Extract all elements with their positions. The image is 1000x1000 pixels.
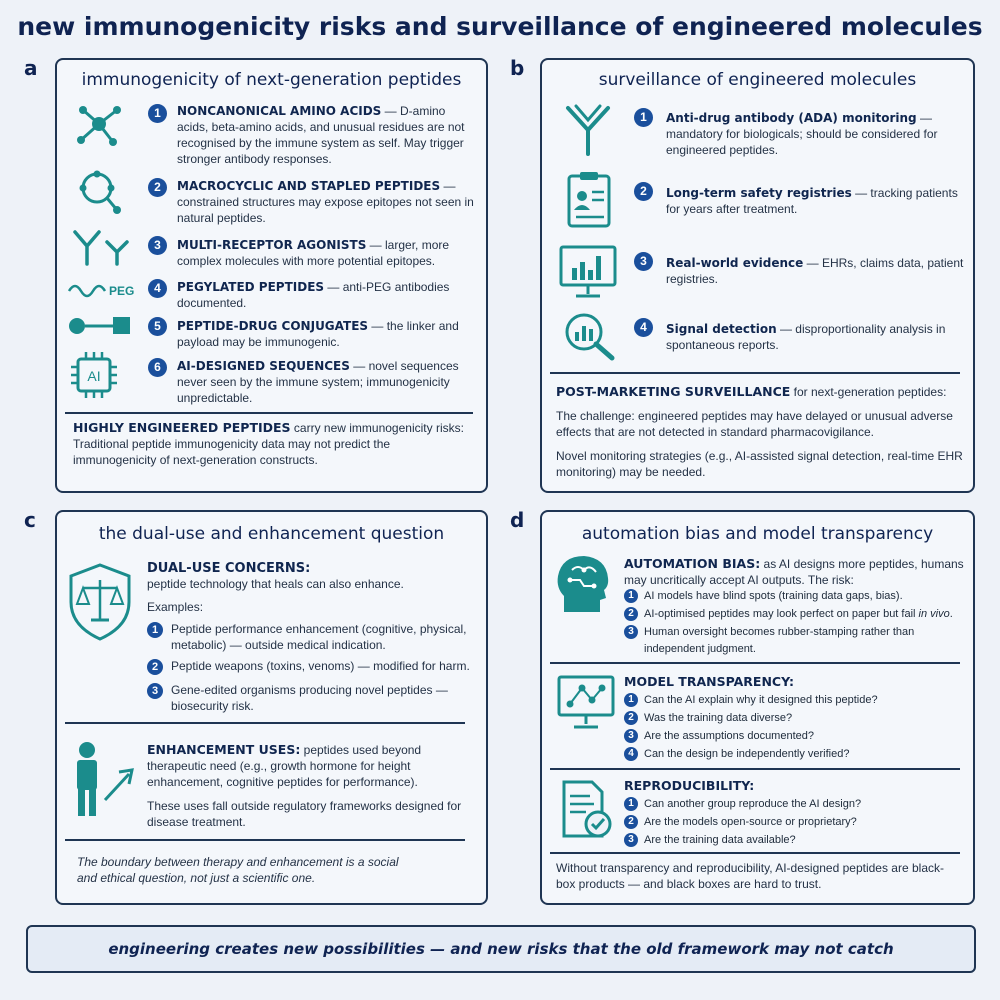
badge-c3: 3 [147,683,163,699]
example-2: Peptide weapons (toxins, venoms) — modified for harm. [171,659,470,673]
trans-item-2: 2 Was the training data diverse? [624,710,964,727]
example-3: Gene-edited organisms producing novel peptides — biosecurity risk. [171,683,448,713]
badge-b3: 3 [634,252,653,271]
person-arrow-icon [69,740,139,820]
svg-text:AI: AI [87,368,101,384]
shield-scales-icon [67,562,133,642]
divider [550,852,960,854]
registry-clipboard-icon [566,170,612,228]
panel-d-title: automation bias and model transparency [581,524,934,544]
automation-bias-text: AUTOMATION BIAS: as AI designs more peptides, humans may uncritically accept AI outputs. The risk: [624,556,964,587]
pms-heading: POST-MARKETING SURVEILLANCE for next-generation peptides: [556,384,947,399]
panel-d [540,510,975,905]
bias-item-3: 3 Human oversight becomes rubber-stamping rather than independent judgment. [624,624,949,658]
badge-a1: 1 [148,104,167,123]
item-a1-text: NONCANONICAL AMINO ACIDS — D-amino acids, beta-amino acids, and unusual residues are not recognised by the immune system as self. May trigger stronger antibody responses. [177,104,465,166]
trans-item-1: 1 Can the AI explain why it designed this peptide? [624,692,964,709]
dual-use-text: peptide technology that heals can also enhance. [147,577,404,591]
panel-b-title: surveillance of engineered molecules [598,70,917,90]
panel-a [55,58,488,493]
enhancement-note: These uses fall outside regulatory frameworks designed for disease treatment. [147,799,462,829]
bias-item-1: 1 AI models have blind spots (training data gaps, bias). [624,588,969,605]
conjugate-icon [67,314,133,338]
panel-b [540,58,975,493]
panel-d-closing: Without transparency and reproducibility, AI-designed peptides are black-box products — and black boxes are hard to trust. [556,861,944,891]
divider [65,412,473,414]
badge-b4: 4 [634,318,653,337]
divider [550,372,960,374]
divider [550,662,960,664]
badge-c1: 1 [147,622,163,638]
examples-label: Examples: [147,600,204,614]
panel-c [55,510,488,905]
item-a6-text: AI-DESIGNED SEQUENCES — novel sequences never seen by the immune system; immunogenicity unpredictable. [177,359,459,405]
badge-b1: 1 [634,108,653,127]
badge-c2: 2 [147,659,163,675]
panel-c-letter: c [24,508,36,532]
antibodies-icon [71,228,131,268]
dual-use-heading: DUAL-USE CONCERNS: [147,561,311,576]
ai-chip-icon [69,350,119,400]
monitor-chart-icon [558,244,618,300]
badge-a4: 4 [148,279,167,298]
trans-item-4: 4 Can the design be independently verified? [624,746,964,763]
page-title: new immunogenicity risks and surveillance of engineered molecules [17,12,983,41]
magnifier-chart-icon [562,310,618,362]
pms-novel: Novel monitoring strategies (e.g., AI-assisted signal detection, real-time EHR monitoring) may be needed. [556,449,963,479]
repro-item-2: 2 Are the models open-source or proprietary? [624,814,964,831]
badge-a5: 5 [148,317,167,336]
item-a5-text: PEPTIDE-DRUG CONJUGATES — the linker and payload may be immunogenic. [177,319,459,349]
pms-challenge: The challenge: engineered peptides may have delayed or unusual adverse effects that are not detected in standard pharmacovigilance. [556,409,953,439]
divider [550,768,960,770]
divider [65,722,465,724]
panel-c-title: the dual-use and enhancement question [98,524,445,544]
macrocycle-icon [73,168,125,216]
item-b3-text: Real-world evidence — EHRs, claims data, patient registries. [666,256,964,286]
badge-a3: 3 [148,236,167,255]
brain-head-icon [554,552,612,616]
item-a4-text: PEGYLATED PEPTIDES — anti-PEG antibodies documented. [177,280,450,310]
item-a3-text: MULTI-RECEPTOR AGONISTS — larger, more complex molecules with more potential epitopes. [177,238,450,268]
item-b1-text: Anti-drug antibody (ADA) monitoring — mandatory for biologicals; should be considered for engineered peptides. [666,111,938,157]
divider [65,839,465,841]
footer-banner: engineering creates new possibilities — and new risks that the old framework may not catch [26,925,976,973]
example-1: Peptide performance enhancement (cognitive, physical, metabolic) — outside medical indication. [171,622,467,652]
transparency-heading: MODEL TRANSPARENCY: [624,674,795,689]
panel-a-summary: HIGHLY ENGINEERED PEPTIDES carry new immunogenicity risks: Traditional peptide immunogenicity data may not predict the immunogenicity of next-generation constructs. [73,420,464,467]
item-a2-text: MACROCYCLIC AND STAPLED PEPTIDES — constrained structures may expose epitopes not seen in natural peptides. [177,179,474,225]
molecule-icon [73,100,125,148]
panel-b-letter: b [510,56,525,80]
panel-d-letter: d [510,508,525,532]
bias-item-2: 2 AI-optimised peptides may look perfect on paper but fail in vivo. [624,606,969,623]
trans-item-3: 3 Are the assumptions documented? [624,728,964,745]
monitor-network-icon [556,674,616,732]
badge-a2: 2 [148,178,167,197]
repro-item-1: 1 Can another group reproduce the AI design? [624,796,964,813]
antibody-icon [562,102,614,158]
badge-a6: 6 [148,358,167,377]
enhancement-text: ENHANCEMENT USES: peptides used beyond therapeutic need (e.g., growth hormone for height enhancement, cognitive peptides for performance). [147,742,422,789]
reproducibility-heading: REPRODUCIBILITY: [624,778,755,793]
repro-item-3: 3 Are the training data available? [624,832,964,849]
svg-text:PEG: PEG [109,284,135,298]
item-b2-text: Long-term safety registries — tracking patients for years after treatment. [666,186,958,216]
item-b4-text: Signal detection — disproportionality analysis in spontaneous reports. [666,322,946,352]
panel-a-letter: a [24,56,38,80]
panel-c-closing: The boundary between therapy and enhancement is a social and ethical question, not just a scientific one. [77,855,399,885]
peg-icon [67,277,137,301]
document-check-icon [560,778,614,840]
badge-b2: 2 [634,182,653,201]
panel-a-title: immunogenicity of next-generation peptides [81,70,462,90]
